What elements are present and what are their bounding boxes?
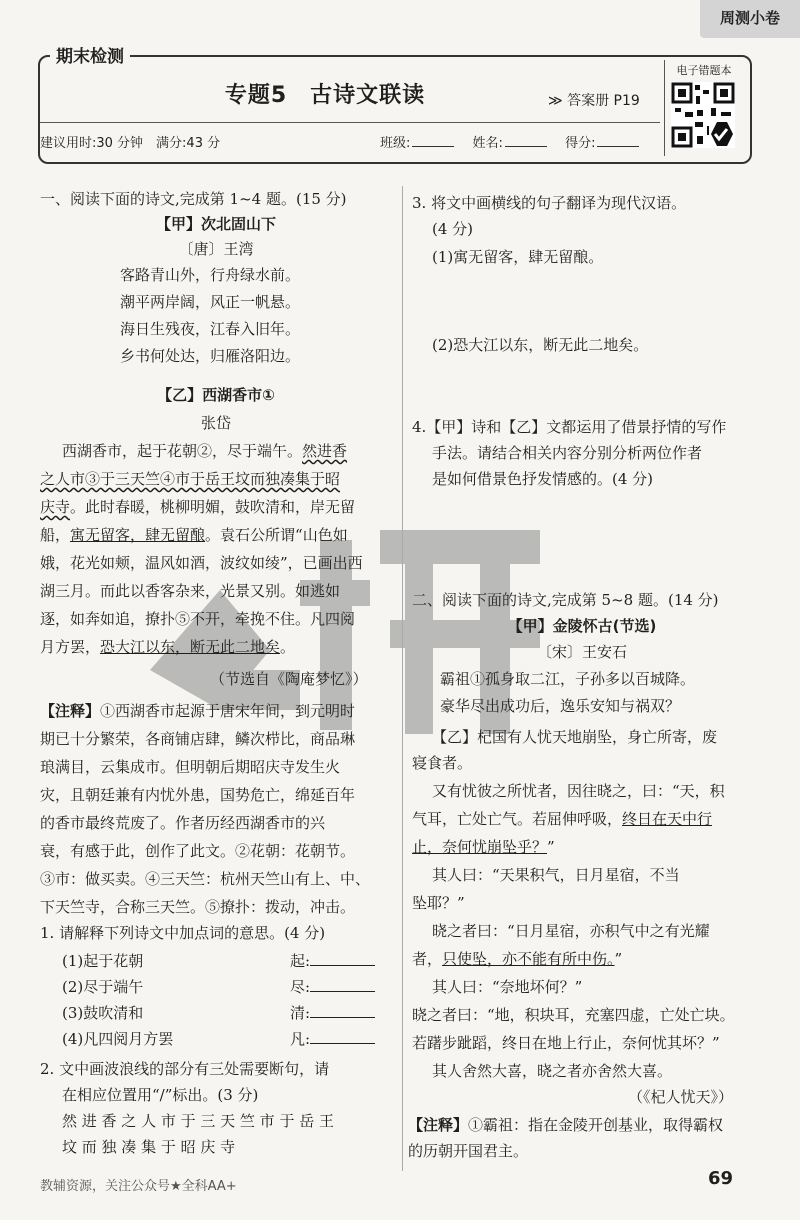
q1-item: (3)鼓吹清和 [62,1004,144,1022]
underlined-sentence: 只使坠，亦不能有所中伤。 [442,950,615,968]
poem-title: 【甲】金陵怀古(节选) [507,617,657,635]
name-field[interactable] [505,146,547,147]
story-line: 者，只使坠，亦不能有所中伤。” [412,950,623,968]
q3-item: (1)寓无留客，肆无留酿。 [432,248,604,266]
annotation-line: 【注释】①霸祖：指在金陵开创基业，取得霸权 [408,1116,724,1134]
score-field[interactable] [597,146,639,147]
annotation-line: 的历朝开国君主。 [408,1142,529,1160]
question-4: 4.【甲】诗和【乙】文都运用了借景抒情的写作 [412,418,727,436]
prose-line: 娥，花光如颊，温风如酒，波纹如绫”，已画出西 [40,554,363,572]
page-number: 69 [708,1168,734,1189]
class-field[interactable] [412,146,454,147]
prose-line: 庆寺。此时春暖，桃柳明媚，鼓吹清和，岸无留 [40,498,356,516]
story-line: 其人舍然大喜，晓之者亦舍然大喜。 [432,1062,673,1080]
question-4: 是如何借景色抒发情感的。(4 分) [432,470,654,488]
question-2: 在相应位置用“/”标出。(3 分) [62,1086,259,1104]
story-line: 止，奈何忧崩坠乎？” [412,838,555,856]
qr-label: 电子错题本 [676,64,732,77]
story-line: 若躇步跐蹈，终日在地上行止，奈何忧其坏？” [412,1034,720,1052]
poem-title: 【甲】次北固山下 [155,215,276,233]
punctuation-exercise[interactable]: 然 进 香 之 人 市 于 三 天 竺 市 于 岳 王 [62,1112,334,1130]
q3-item: (2)恐大江以东，断无此二地矣。 [432,336,649,354]
exam-tag: 期末检测 [50,42,130,67]
poem-author: 〔宋〕王安石 [536,643,627,661]
story-line: 晓之者曰：“日月星宿，亦积气中之有光耀 [432,922,710,940]
prose-author: 张岱 [200,414,231,432]
source-note: （《杞人忧天》） [628,1088,734,1106]
q1-item: (2)尽于端午 [62,978,144,996]
underlined-sentence: 终日在天中行 [622,810,713,828]
wavy-underline-text: 之人市③于三天竺④市于岳王坟而独凑集于昭 [40,470,341,488]
question-3: 3. 将文中画横线的句子翻译为现代汉语。 [412,194,687,212]
story-line: 气耳，亡处亡气。若屈伸呼吸，终日在天中行 [412,810,713,828]
q1-answer-line[interactable]: 清: [290,1002,375,1024]
poem-author: 〔唐〕王湾 [178,240,254,258]
section-two-heading: 二、阅读下面的诗文,完成第 5~8 题。(14 分) [412,591,719,609]
class-label: 班级: [380,136,411,151]
name-label: 姓名: [472,136,503,151]
annotation-line: 灾，且朝廷兼有内忧外患，国势危亡，绵延百年 [40,786,356,804]
annotation-line: ③市：做买卖。④三天竺：杭州天竺山有上、中、 [40,870,371,888]
footer-note: 教辅资源，关注公众号★全科AA+ [40,1179,237,1194]
column-divider [402,186,403,1171]
story-line: 晓之者曰：“地，积块耳，充塞四虚，亡处亡块。 [412,1006,735,1024]
source-note: （节选自《陶庵梦忆》） [210,670,368,688]
story-line: 坠耶？” [412,894,465,912]
score-label: 得分: [565,136,596,151]
page-title: 专题5 古诗文联读 [224,83,426,108]
poem-line: 潮平两岸阔，风正一帆悬。 [120,293,301,311]
prose-line: 船，寓无留客，肆无留酿。袁石公所谓“山色如 [40,526,348,544]
story-line: 【乙】杞国有人忧天地崩坠，身亡所寄，废 [432,728,718,746]
annotation-line: 的香市最终荒废了。作者历经西湖香市的兴 [40,814,326,832]
q1-answer-line[interactable]: 起: [290,950,375,972]
annotation-line: 衰，有感于此，创作了此文。②花朝：花朝节。 [40,842,356,860]
story-line: 又有忧彼之所忧者，因往晓之，曰：“天，积 [432,782,725,800]
prose-line: 月方罢，恐大江以东，断无此二地矣。 [40,638,296,656]
question-3: (4 分) [432,220,474,238]
poem-line: 客路青山外，行舟绿水前。 [120,266,301,284]
prose-line: 湖三月。而此以香客杂来，光景又别。如逃如 [40,582,341,600]
underlined-sentence: 恐大江以东，断无此二地矣 [100,638,281,656]
annotation-line: 【注释】①西湖香市起源于唐宋年间，到元明时 [40,702,356,720]
q1-item: (1)起于花朝 [62,952,144,970]
answer-reference: ≫ 答案册 P19 [548,93,640,109]
header-divider [40,122,660,123]
wavy-underline-text: 庆寺 [40,498,71,516]
story-line: 寝食者。 [412,754,473,772]
poem-line: 海日生残夜，江春入旧年。 [120,320,301,338]
story-line: 其人曰：“天果积气，日月星宿，不当 [432,866,680,884]
prose-title: 【乙】西湖香市① [157,386,275,404]
prose-line: 逐，如奔如追，撩扑⑤不开，牵挽不住。凡四阅 [40,610,356,628]
story-line: 其人曰：“奈地坏何？” [432,978,583,996]
poem-line: 霸祖①孤身取二江，子孙多以百城降。 [440,670,696,688]
annotation-line: 下天竺寺，合称三天竺。⑤撩扑：拨动，冲击。 [40,898,356,916]
annotation-line: 琅满目，云集成市。但明朝后期昭庆寺发生火 [40,758,341,776]
q1-item: (4)凡四阅月方罢 [62,1030,174,1048]
poem-line: 乡书何处达，归雁洛阳边。 [120,347,301,365]
question-1: 1. 请解释下列诗文中加点词的意思。(4 分) [40,924,326,942]
prose-line: 西湖香市，起于花朝②，尽于端午。然进香 [62,442,348,460]
poem-line: 豪华尽出成功后，逸乐安知与祸双？ [440,697,681,715]
question-2: 2. 文中画波浪线的部分有三处需要断句，请 [40,1060,330,1078]
q1-answer-line[interactable]: 尽: [290,976,375,998]
section-one-heading: 一、阅读下面的诗文,完成第 1~4 题。(15 分) [40,190,347,208]
student-info [380,132,653,151]
question-4: 手法。请结合相关内容分别分析两位作者 [432,444,703,462]
underlined-sentence: 止，奈何忧崩坠乎？ [412,838,548,856]
annotation-line: 期已十分繁荣，各商铺店肆，鳞次栉比，商品琳 [40,730,356,748]
punctuation-exercise[interactable]: 坟 而 独 凑 集 于 昭 庆 寺 [62,1138,236,1156]
underlined-sentence: 寓无留客，肆无留酿 [70,526,206,544]
wavy-underline-text: 然进香 [302,442,348,460]
corner-tab: 周测小卷 [700,0,800,38]
qr-code-icon[interactable] [671,82,735,148]
time-score-info: 建议用时:30 分钟 满分:43 分 [40,136,221,151]
q1-answer-line[interactable]: 凡: [290,1028,375,1050]
